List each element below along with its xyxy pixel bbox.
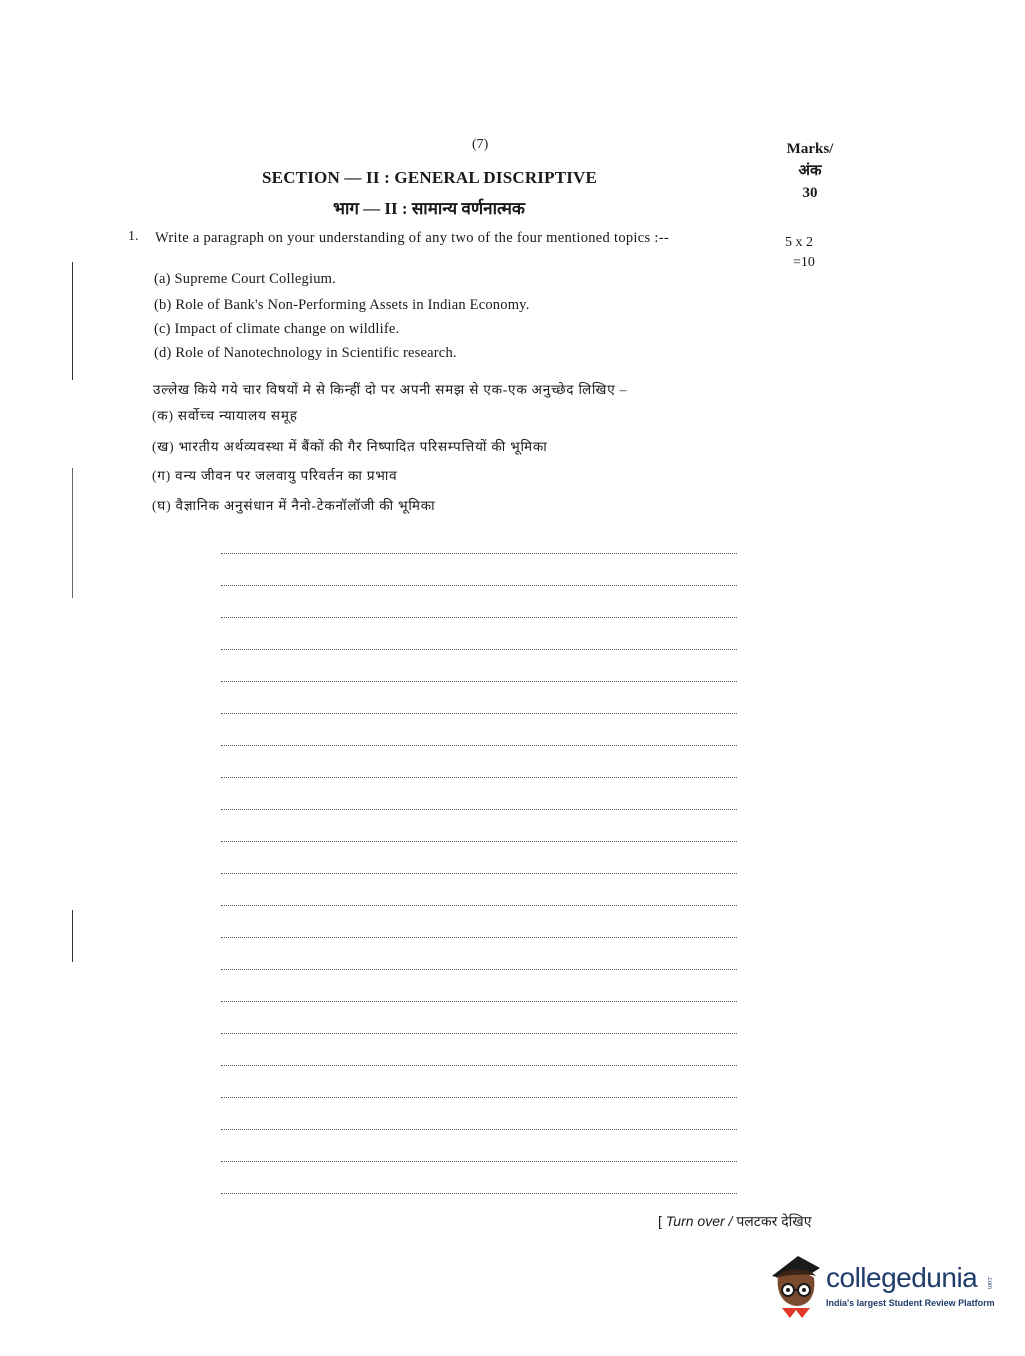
answer-line [221,777,737,778]
topic-item-a: (a) Supreme Court Collegium. [154,271,336,287]
answer-line [221,905,737,906]
marks-label-hindi: अंक [798,163,822,179]
answer-line [221,1065,737,1066]
answer-line [221,873,737,874]
topic-item-c: (c) Impact of climate change on wildlife. [154,321,400,337]
answer-line [221,617,737,618]
section-title-hindi: भाग — II : सामान्य वर्णनात्मक [333,199,525,218]
topic-item-b: (b) Role of Bank's Non-Performing Assets in Indian Economy. [154,297,530,313]
answer-line [221,713,737,714]
turn-over-hindi: पलटकर देखिए [736,1213,812,1229]
turn-over-bracket: [ [658,1213,662,1229]
answer-line [221,1001,737,1002]
collegedunia-logo-text: collegedunia [826,1262,978,1293]
logo-domain-suffix: .com [986,1276,992,1290]
topic-item-hindi-kha: (ख) भारतीय अर्थव्यवस्था में बैंकों की गैर निष्पादित परिसम्पत्तियों की भूमिका [152,439,548,454]
question-text: Write a paragraph on your understanding of any two of the four mentioned topics :-- [155,230,669,246]
answer-line [221,745,737,746]
answer-line [221,809,737,810]
collegedunia-mascot-icon [768,1252,826,1322]
answer-line [221,585,737,586]
question-text-hindi: उल्लेख किये गये चार विषयों मे से किन्हीं दो पर अपनी समझ से एक-एक अनुच्छेद लिखिए – [153,382,628,397]
answer-line [221,1129,737,1130]
topic-item-d: (d) Role of Nanotechnology in Scientific research. [154,345,457,361]
section-title: SECTION — II : GENERAL DISCRIPTIVE [262,168,598,187]
topic-item-hindi-ka: (क) सर्वोच्च न्यायालय समूह [152,408,298,423]
answer-line [221,1033,737,1034]
answer-line [221,553,737,554]
marks-header [778,138,842,204]
answer-line [221,1161,737,1162]
topic-item-hindi-ga: (ग) वन्य जीवन पर जलवायु परिवर्तन का प्रभाव [152,468,398,483]
answer-line [221,841,737,842]
scan-margin-mark [72,468,73,598]
answer-line [221,969,737,970]
question-marks-formula: 5 x 2 [785,235,813,250]
question-marks-total: =10 [793,255,815,270]
answer-line [221,649,737,650]
answer-line [221,1097,737,1098]
scan-margin-mark [72,262,73,380]
answer-line [221,937,737,938]
turn-over-english: Turn over / [665,1213,733,1229]
question-number: 1. [128,229,139,244]
turn-over-note [658,1212,811,1231]
answer-line [221,681,737,682]
question-marks [785,233,835,273]
logo-tagline: India's largest Student Review Platform [826,1298,995,1308]
scan-margin-mark [72,910,73,962]
total-marks: 30 [802,185,818,201]
page-number: (7) [472,137,489,152]
answer-line [221,1193,737,1194]
topic-item-hindi-gha: (घ) वैज्ञानिक अनुसंधान में नैनो-टेकनॉलॉजी की भूमिका [152,498,436,513]
marks-label: Marks/ [786,141,834,157]
